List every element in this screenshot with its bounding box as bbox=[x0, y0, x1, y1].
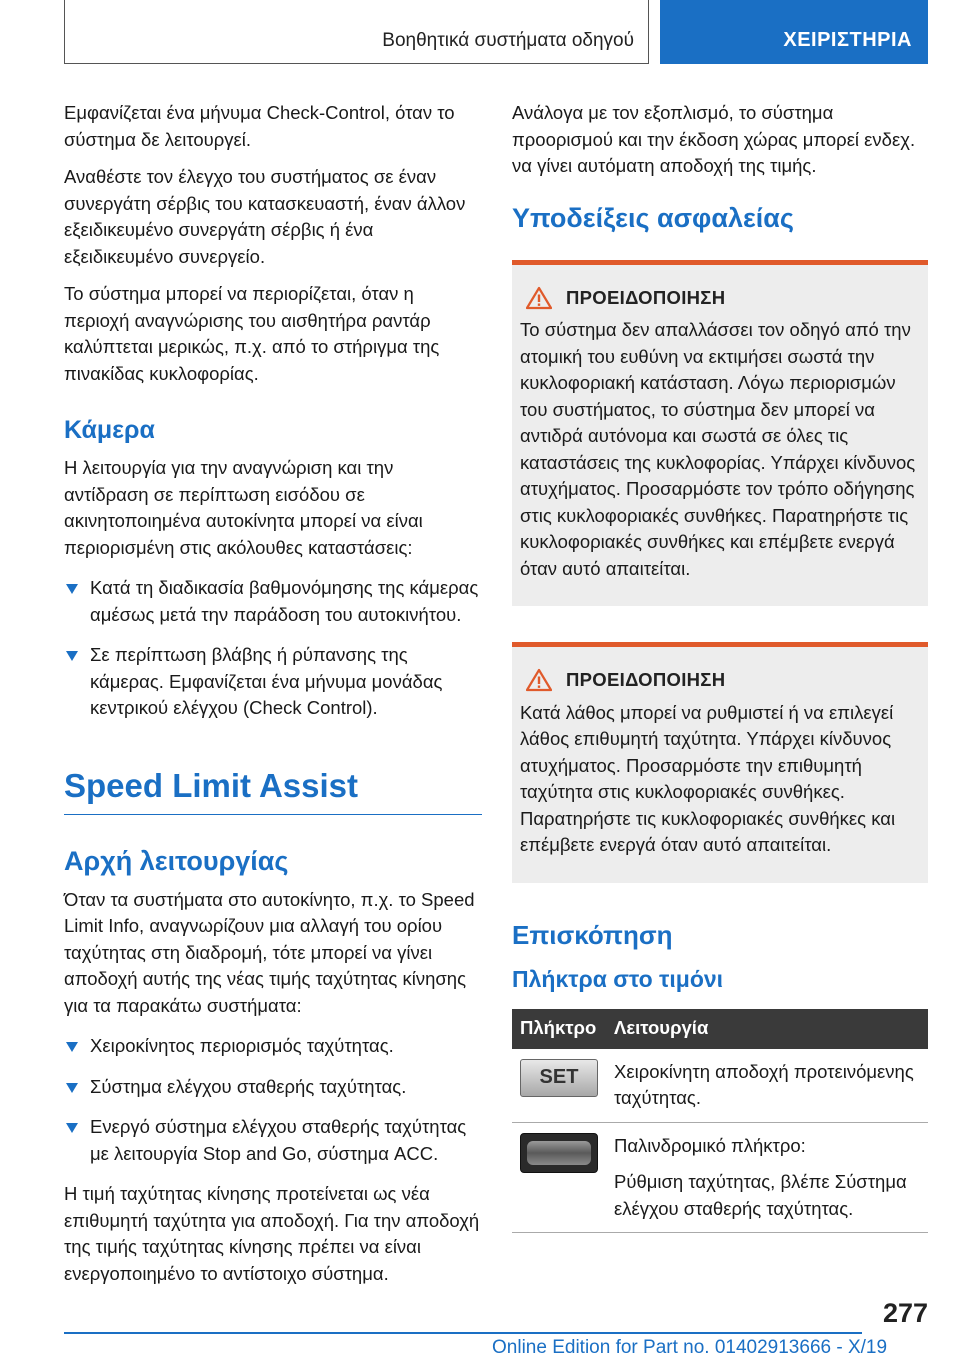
warning-box bbox=[512, 260, 928, 607]
bullet-triangle-icon bbox=[66, 584, 78, 594]
overview-heading: Επισκόπηση bbox=[512, 919, 673, 950]
main-heading: Speed Limit Assist bbox=[64, 766, 482, 815]
principle-list bbox=[64, 1033, 482, 1167]
paragraph: Η τιμή ταχύτητας κίνησης προτείνεται ως νέα επιθυμητή ταχύτητα για αποδοχή. Για την αποδοχή της τιμής ταχύτητας κίνησης πρέπει να είναι ενεργοποιημένο το αντίστοιχο σύστημα. bbox=[64, 1183, 480, 1284]
rocker-button-icon bbox=[520, 1133, 598, 1173]
safety-heading: Υποδείξεις ασφαλείας bbox=[512, 202, 794, 233]
function-text: Ρύθμιση ταχύτητας, βλέπε Σύστημα ελέγχου σταθερής ταχύτητας. bbox=[614, 1171, 907, 1219]
bullet-triangle-icon bbox=[66, 651, 78, 661]
table-row bbox=[512, 1122, 928, 1233]
function-text: Παλινδρομικό πλήκτρο: bbox=[614, 1134, 806, 1156]
footer-edition: Online Edition for Part no. 01402913666 - X/19 bbox=[492, 1337, 888, 1358]
bullet-triangle-icon bbox=[66, 1042, 78, 1052]
list-item: Σε περίπτωση βλάβης ή ρύπανσης της κάμερας. Εμφανίζεται ένα μήνυμα μονάδας κεντρικού ελέγχου (Check Control). bbox=[64, 642, 482, 722]
list-item: Χειροκίνητος περιορισμός ταχύτητας. bbox=[64, 1033, 482, 1060]
table-row bbox=[512, 1049, 928, 1123]
paragraph: Η λειτουργία για την αναγνώριση και την αντίδραση σε περίπτωση εισόδου σε ακινητοποιημένα αυτοκίνητα μπορεί να είναι περιορισμένη στις ακόλουθες καταστάσεις: bbox=[64, 457, 423, 558]
section-title: Βοηθητικά συστήματα οδηγού bbox=[382, 30, 634, 51]
warning-box bbox=[512, 642, 928, 883]
warning-title: ΠΡΟΕΙΔΟΠΟΙΗΣΗ bbox=[566, 669, 726, 690]
table-header-row bbox=[512, 1009, 928, 1049]
warning-title: ΠΡΟΕΙΔΟΠΟΙΗΣΗ bbox=[566, 286, 726, 308]
right-column bbox=[512, 100, 928, 1233]
camera-list bbox=[64, 575, 482, 722]
page-header bbox=[64, 0, 928, 64]
paragraph: Αναθέστε τον έλεγχο του συστήματος σε έναν συνεργάτη σέρβις του κατασκευαστή, έναν άλλον εξειδικευμένο συνεργάτη σέρβις ή ένα εξειδικευμένο συνεργείο. bbox=[64, 166, 466, 267]
chapter-tab bbox=[660, 0, 928, 64]
column-header-function: Λειτουργία bbox=[606, 1009, 928, 1049]
chapter-title: ΧΕΙΡΙΣΤΗΡΙΑ bbox=[783, 29, 912, 51]
paragraph: Όταν τα συστήματα στο αυτοκίνητο, π.χ. το Speed Limit Info, αναγνωρίζουν μια αλλαγή του ορίου ταχύτητας στη διαδρομή, τότε μπορεί να γίνει αποδοχή αυτής της νέας τιμής ταχύτητας κίνησης για τα παρακάτω συστήματα: bbox=[64, 888, 475, 1016]
buttons-table bbox=[512, 1009, 928, 1234]
buttons-heading: Πλήκτρα στο τιμόνι bbox=[512, 965, 724, 992]
function-text: Χειροκίνητη αποδοχή προτεινόμενης ταχύτητας. bbox=[614, 1060, 914, 1108]
list-item: Κατά τη διαδικασία βαθμονόμησης της κάμερας αμέσως μετά την παράδοση του αυτοκινήτου. bbox=[64, 575, 482, 628]
section-tab bbox=[64, 0, 649, 64]
paragraph: Εμφανίζεται ένα μήνυμα Check-Control, όταν το σύστημα δε λειτουργεί. bbox=[64, 102, 455, 150]
warning-triangle-icon bbox=[526, 286, 552, 310]
warning-triangle-icon bbox=[526, 668, 552, 692]
paragraph: Ανάλογα με τον εξοπλισμό, το σύστημα προορισμού και την έκδοση χώρας μπορεί ενδεχ. να γίνει αυτόματη αποδοχή της τιμής. bbox=[512, 102, 916, 176]
paragraph: Το σύστημα μπορεί να περιορίζεται, όταν η περιοχή αναγνώρισης του αισθητήρα ραντάρ καλύπτεται μερικώς, π.χ. από το στήριγμα της πινακίδας κυκλοφορίας. bbox=[64, 283, 440, 384]
principle-heading: Αρχή λειτουργίας bbox=[64, 845, 289, 876]
camera-heading: Κάμερα bbox=[64, 416, 155, 444]
bullet-triangle-icon bbox=[66, 1083, 78, 1093]
bullet-triangle-icon bbox=[66, 1123, 78, 1133]
warning-text: Κατά λάθος μπορεί να ρυθμιστεί ή να επιλεγεί λάθος επιθυμητή ταχύτητα. Υπάρχει κίνδυνος ατυχήματος. Προσαρμόστε την επιθυμητή ταχύτητα στις κυκλοφοριακές συνθήκες. Παρατηρήστε τις κυκλοφοριακές συνθήκες και επέμβετε ενεργά όταν αυτό απαιτείται. bbox=[520, 701, 896, 855]
list-item: Σύστημα ελέγχου σταθερής ταχύτητας. bbox=[64, 1074, 482, 1101]
set-button-icon: SET bbox=[520, 1059, 598, 1097]
left-column bbox=[64, 100, 482, 1298]
column-header-key: Πλήκτρο bbox=[512, 1009, 606, 1049]
footer-divider bbox=[64, 1332, 862, 1334]
list-item: Ενεργό σύστημα ελέγχου σταθερής ταχύτητας με λειτουργία Stop and Go, σύστημα ACC. bbox=[64, 1114, 482, 1167]
page-number: 277 bbox=[882, 1298, 928, 1328]
warning-text: Το σύστημα δεν απαλλάσσει τον οδηγό από την ατομική του ευθύνη να εκτιμήσει σωστά την κυκλοφοριακή κατάσταση. Λόγω περιορισμών του συστήματος, το σύστημα δεν μπορεί να αντιδρά αυτόνομα και σωστά σε όλες τις καταστάσεις της κυκλοφορίας. Υπάρχει κίνδυνος ατυχήματος. Προσαρμόστε τον τρόπο οδήγησης στις κυκλοφοριακές συνθήκες. Παρατηρήστε τις κυκλοφοριακές συνθήκες και επέμβετε ενεργά όταν αυτό απαιτείται. bbox=[520, 319, 916, 579]
